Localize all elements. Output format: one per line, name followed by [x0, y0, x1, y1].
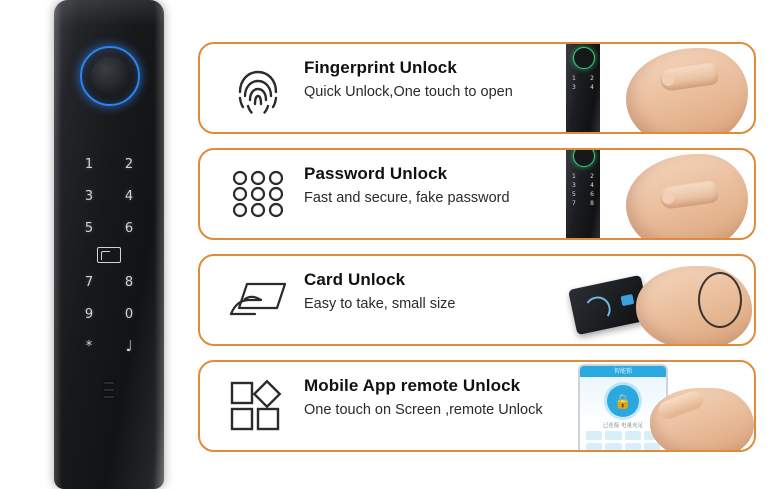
mini-keypad: [570, 74, 596, 92]
keypad-key[interactable]: 8: [124, 274, 134, 290]
index-finger: [659, 180, 719, 210]
keypad-key[interactable]: 6: [124, 220, 134, 236]
index-finger: [659, 62, 719, 92]
mini-key: 1: [572, 75, 576, 82]
keypad-key[interactable]: 3: [84, 188, 94, 204]
keypad-row: [70, 212, 148, 244]
feature-card-fingerprint: [198, 42, 756, 134]
keypad-row: [70, 330, 148, 362]
app-icon-grid: [586, 431, 660, 450]
speaker-grille: [104, 382, 114, 403]
app-squares-icon: [222, 373, 294, 439]
keypad-key[interactable]: 1: [84, 156, 94, 172]
app-title-bar: 智能锁: [580, 366, 666, 377]
smart-lock-device: [54, 0, 164, 489]
feature-subtitle: Fast and secure, fake password: [304, 190, 510, 206]
feature-title: Fingerprint Unlock: [304, 58, 457, 77]
keypad-key[interactable]: 9: [84, 306, 94, 322]
keypad-row: [70, 298, 148, 330]
app-status-text: 已连接 电量充足: [602, 423, 644, 429]
fingertip: [661, 191, 675, 205]
keypad-key[interactable]: 5: [84, 220, 94, 236]
doorbell-icon[interactable]: ♩: [125, 337, 133, 355]
mini-key: 1: [572, 173, 576, 180]
keypad-key[interactable]: 2: [124, 156, 134, 172]
feature-photo-password: [558, 150, 754, 238]
card-hand-icon: [222, 267, 294, 333]
feature-card-card-unlock: [198, 254, 756, 346]
fingerprint-sensor-inner: [91, 57, 129, 95]
mini-key: 4: [590, 182, 594, 189]
app-unlock-button[interactable]: 🔒: [607, 385, 639, 417]
mini-key: 6: [590, 191, 594, 198]
mini-lock-device: [566, 44, 600, 132]
mini-key: 2: [590, 75, 594, 82]
hand-photo: [626, 154, 748, 238]
mini-key: 2: [590, 173, 594, 180]
mini-key: 3: [572, 182, 576, 189]
mini-key: 4: [590, 84, 594, 91]
mini-key: 8: [590, 200, 594, 207]
feature-card-password: [198, 148, 756, 240]
device-left-edge: [54, 0, 62, 489]
feature-photo-card: [558, 256, 754, 344]
mini-lock-device: [566, 150, 600, 238]
keyring-loop: [698, 272, 742, 328]
feature-text-block: [304, 270, 554, 312]
hand-photo: [650, 388, 754, 450]
feature-text-block: [304, 376, 554, 418]
feature-text-block: [304, 58, 554, 100]
keypad-key[interactable]: 0: [124, 306, 134, 322]
feature-subtitle: Quick Unlock,One touch to open: [304, 84, 513, 100]
keypad-row: [70, 148, 148, 180]
device-keypad[interactable]: [70, 148, 148, 362]
fingerprint-sensor-ring[interactable]: [80, 46, 140, 106]
hand-photo: [626, 48, 748, 132]
feature-subtitle: Easy to take, small size: [304, 296, 456, 312]
feature-text-block: [304, 164, 554, 206]
keypad-key[interactable]: 4: [124, 188, 134, 204]
keypad-row: [70, 180, 148, 212]
mini-fingerprint-ring: [573, 47, 595, 69]
mini-key: 3: [572, 84, 576, 91]
keypad-key[interactable]: 7: [84, 274, 94, 290]
device-top-highlight: [54, 0, 164, 26]
fingerprint-icon: [222, 55, 294, 121]
feature-title: Password Unlock: [304, 164, 448, 183]
feature-card-mobile-app: [198, 360, 756, 452]
mini-key: 7: [572, 200, 576, 207]
mini-key: 5: [572, 191, 576, 198]
rfid-wave-icon: [582, 294, 613, 325]
feature-photo-phone: [558, 362, 754, 450]
fingertip: [661, 73, 675, 87]
keypad-key-star[interactable]: *: [85, 338, 93, 354]
device-right-edge: [154, 0, 164, 489]
keypad-row: [70, 266, 148, 298]
mini-keypad: [570, 172, 596, 208]
feature-card-list: [198, 42, 756, 466]
password-dots-icon: [222, 161, 294, 227]
feature-photo-fingerprint: [558, 44, 754, 132]
mini-fingerprint-ring: [573, 150, 595, 167]
feature-title: Mobile App remote Unlock: [304, 376, 521, 395]
card-reader-zone[interactable]: [70, 244, 148, 266]
card-swipe-icon: [97, 247, 121, 263]
rfid-chip: [620, 294, 634, 306]
feature-subtitle: One touch on Screen ,remote Unlock: [304, 402, 543, 418]
feature-title: Card Unlock: [304, 270, 406, 289]
